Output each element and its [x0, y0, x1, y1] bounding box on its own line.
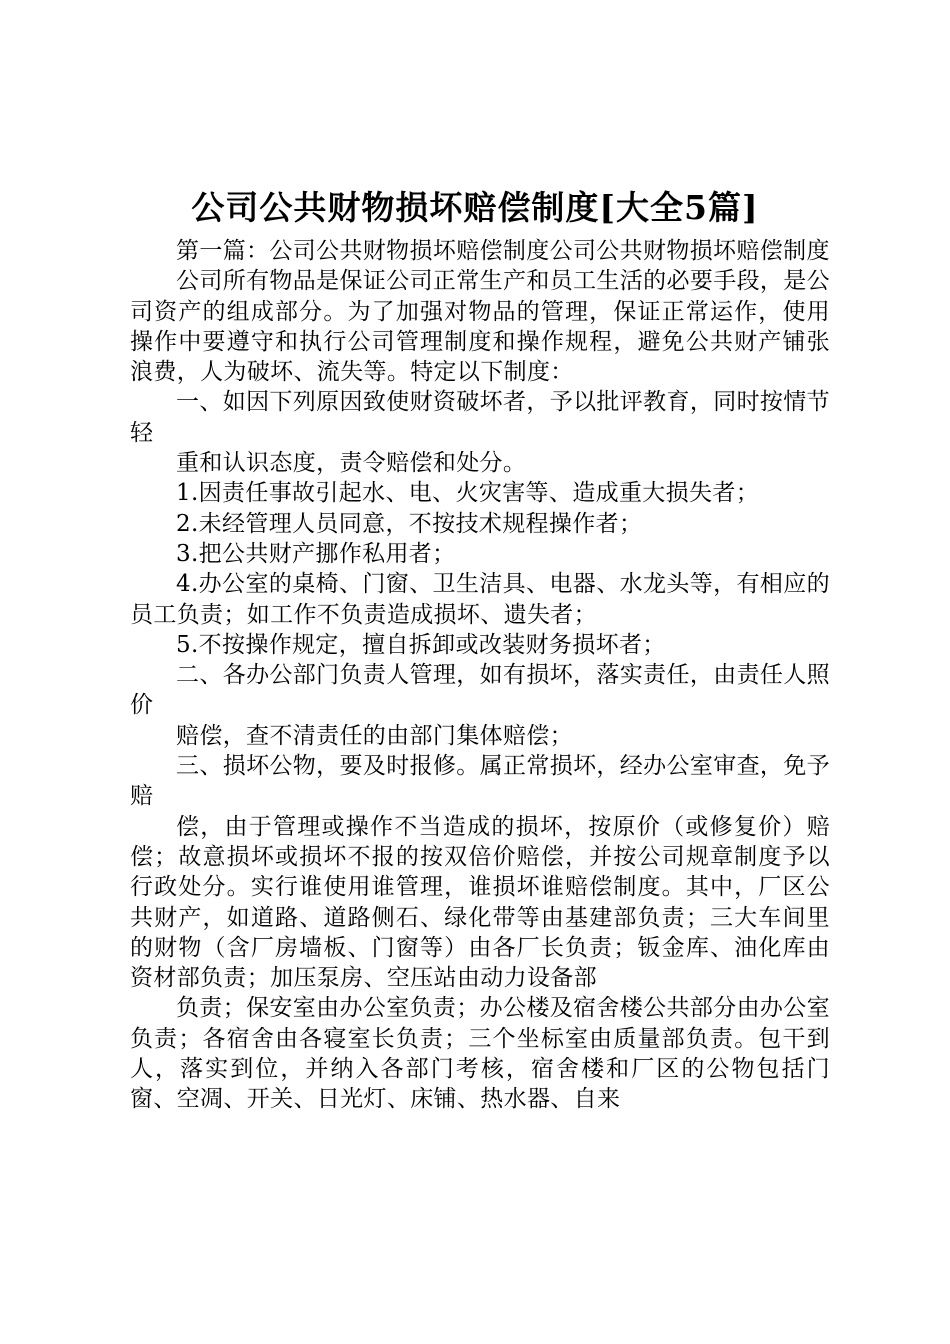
paragraph-10-rule-two: 二、各办公部门负责人管理，如有损坏，落实责任，由责任人照价 [130, 662, 830, 719]
paragraph-6-item-2: 2.未经管理人员同意，不按技术规程操作者； [176, 510, 643, 537]
paragraph-9-item-5: 5.不按操作规定，擅自拆卸或改装财务损坏者； [176, 631, 666, 658]
paragraph-14-responsibility: 负责；保安室由办公室负责；办公楼及宿舍楼公共部分由办公室负责；各宿舍由各寝室长负责；三个坐标室由质量部负责。包干到人，落实到位，并纳入各部门考核，宿舍楼和厂区的公物包括门窗、空凋、开关、日光灯、床铺、热水器、自来 [130, 995, 830, 1113]
paragraph-12-rule-three: 三、损坏公物，要及时报修。属正常损坏，经办公室审查，免予赔 [130, 753, 830, 810]
paragraph-7-item-3: 3.把公共财产挪作私用者； [176, 540, 456, 567]
paragraph-1-heading: 第一篇：公司公共财物损坏赔偿制度公司公共财物损坏赔偿制度 [176, 238, 830, 264]
document-title: 公司公共财物损坏赔偿制度[大全5篇] [191, 188, 759, 227]
paragraph-11-rule-two-cont: 赔偿，查不清责任的由部门集体赔偿； [176, 722, 573, 749]
paragraph-3-rule-one: 一、如因下列原因致使财资破坏者，予以批评教育，同时按情节轻 [130, 389, 830, 446]
document-body [130, 236, 830, 1115]
paragraph-2-intro: 公司所有物品是保证公司正常生产和员工生活的必要手段，是公司资产的组成部分。为了加强对物品的管理，保证正常运作，使用操作中要遵守和执行公司管理制度和操作规程，避免公共财产铺张浪费，人为破坏、流失等。特定以下制度： [130, 268, 830, 386]
paragraph-4-rule-one-cont: 重和认识态度，责令赔偿和处分。 [176, 450, 527, 477]
paragraph-5-item-1: 1.因责任事故引起水、电、火灾害等、造成重大损失者； [176, 480, 760, 507]
paragraph-8-item-4: 4.办公室的桌椅、门窗、卫生洁具、电器、水龙头等，有相应的员工负责；如工作不负责造成损坏、遗失者； [130, 571, 830, 628]
paragraph-13-rule-three-cont: 偿，由于管理或操作不当造成的损坏，按原价（或修复价）赔偿；故意损坏或损坏不报的按双倍价赔偿，并按公司规章制度予以行政处分。实行谁使用谁管理，谁损坏谁赔偿制度。其中，厂区公共财产，如道路、道路侧石、绿化带等由基建部负责；三大车间里的财物（含厂房墙板、门窗等）由各厂长负责；钣金库、油化库由资材部负责；加压泵房、空压站由动力设备部 [130, 813, 830, 992]
